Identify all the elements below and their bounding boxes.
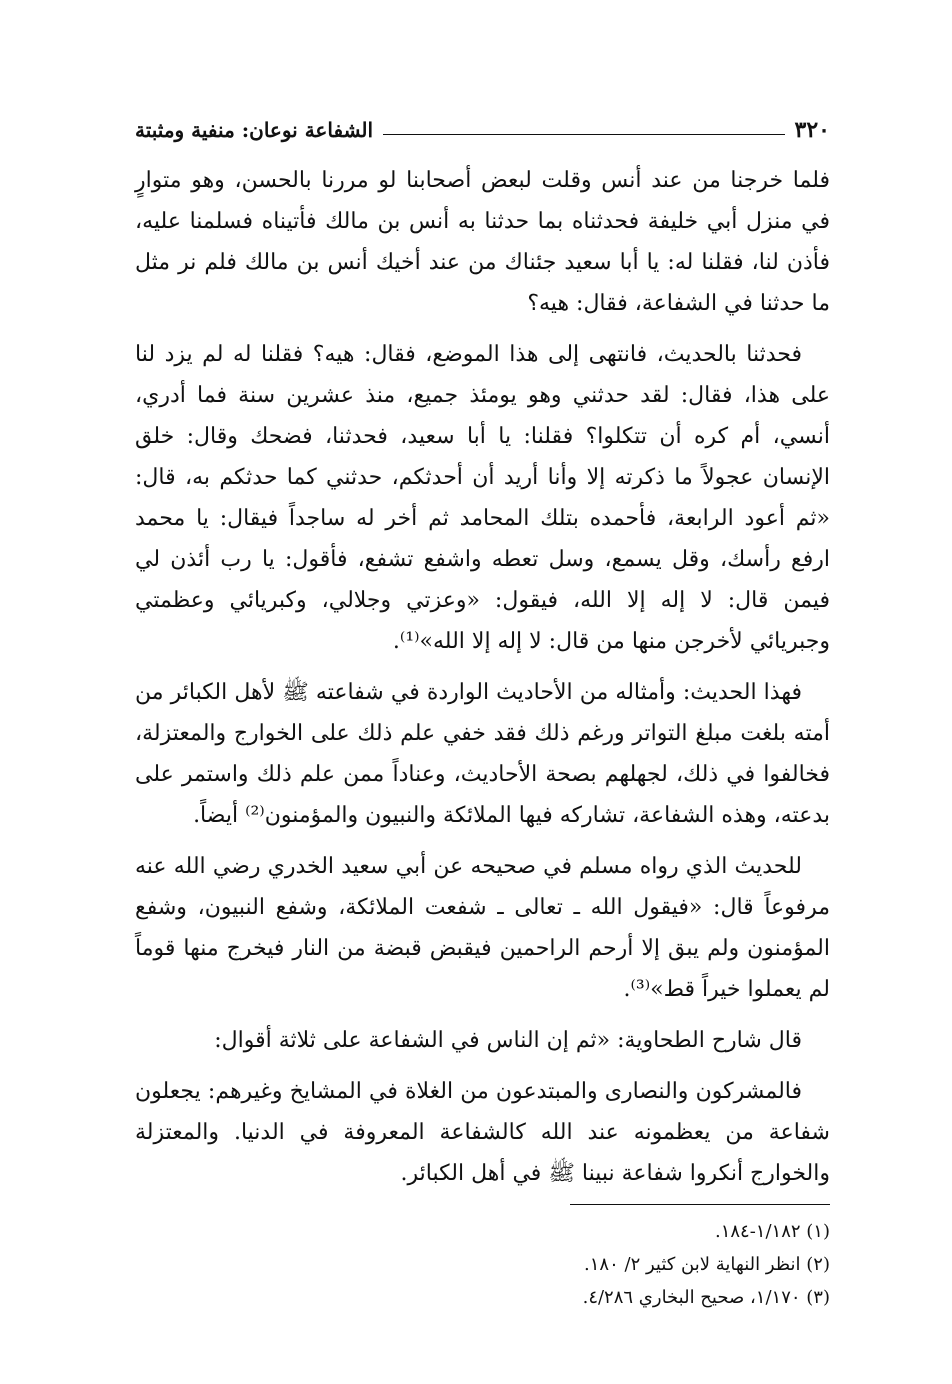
footnotes xyxy=(135,1215,830,1314)
header-rule xyxy=(383,134,784,135)
footnote-separator xyxy=(570,1204,830,1205)
page-body xyxy=(135,160,830,1194)
footnote: (٣) ١/١٧٠، صحيح البخاري ٤/٢٨٦. xyxy=(582,1287,830,1308)
paragraph: للحديث الذي رواه مسلم في صحيحه عن أبي سعيد الخدري رضي الله عنه مرفوعاً قال: «فيقول الله ـ تعالى ـ شفعت الملائكة، وشفع النبيون، وشفع المؤمنون ولم يبق إلا أرحم الراحمين فيقبض قبضة من النار فيخرج منها قوماً لم يعملوا خيراً قط»⁽³⁾. xyxy=(135,854,830,1002)
footnote: (٢) انظر النهاية لابن كثير ٢/ ١٨٠. xyxy=(584,1254,830,1275)
page-number: ٣٢٠ xyxy=(794,117,830,143)
paragraph: فهذا الحديث: وأمثاله من الأحاديث الواردة في شفاعته ﷺ لأهل الكبائر من أمته بلغت مبلغ التواتر ورغم ذلك فقد خفي علم ذلك على الخوارج والمعتزلة، فخالفوا في ذلك، لجهلهم بصحة الأحاديث، وعناداً ممن علم ذلك واستمر على بدعته، وهذه الشفاعة، تشاركه فيها الملائكة والنبيون والمؤمنون⁽²⁾ أيضاً. xyxy=(135,680,830,828)
footnote: (١) ١/١٨٢-١٨٤. xyxy=(714,1221,830,1242)
running-header xyxy=(135,112,830,148)
paragraph: فلما خرجنا من عند أنس وقلت لبعض أصحابنا لو مررنا بالحسن، وهو متوارٍ في منزل أبي خليفة فحدثناه بما حدثنا به أنس بن مالك فأتيناه فسلمنا عليه، فأذن لنا، فقلنا له: يا أبا سعيد جئناك من عند أخيك أنس بن مالك فلم نر مثل ما حدثنا في الشفاعة، فقال: هيه؟ xyxy=(135,168,830,316)
paragraph: فحدثنا بالحديث، فانتهى إلى هذا الموضع، فقال: هيه؟ فقلنا له لم يزد لنا على هذا، فقال: لقد حدثني وهو يومئذ جميع، منذ عشرين سنة فما أدري، أنسي، أم كره أن تتكلوا؟ فقلنا: يا أبا سعيد، فحدثنا، فضحك وقال: خلق الإنسان عجولاً ما ذكرته إلا وأنا أريد أن أحدثكم، حدثني كما حدثكم به، قال: «ثم أعود الرابعة، فأحمده بتلك المحامد ثم أخر له ساجداً فيقال: يا محمد ارفع رأسك، وقل يسمع، وسل تعطه واشفع تشفع، فأقول: يا رب أئذن لي فيمن قال: لا إله إلا الله، فيقول: «وعزتي وجلالي، وكبريائي وعظمتي وجبريائي لأخرجن منها من قال: لا إله إلا الله»⁽¹⁾. xyxy=(135,342,830,654)
running-title: الشفاعة نوعان: منفية ومثبتة xyxy=(135,118,374,142)
paragraph: قال شارح الطحاوية: «ثم إن الناس في الشفاعة على ثلاثة أقوال: xyxy=(214,1028,802,1053)
paragraph: فالمشركون والنصارى والمبتدعون من الغلاة في المشايخ وغيرهم: يجعلون شفاعة من يعظمونه عند الله كالشفاعة المعروفة في الدنيا. والمعتزلة والخوارج أنكروا شفاعة نبينا ﷺ في أهل الكبائر. xyxy=(135,1079,830,1186)
book-page xyxy=(135,112,830,1314)
